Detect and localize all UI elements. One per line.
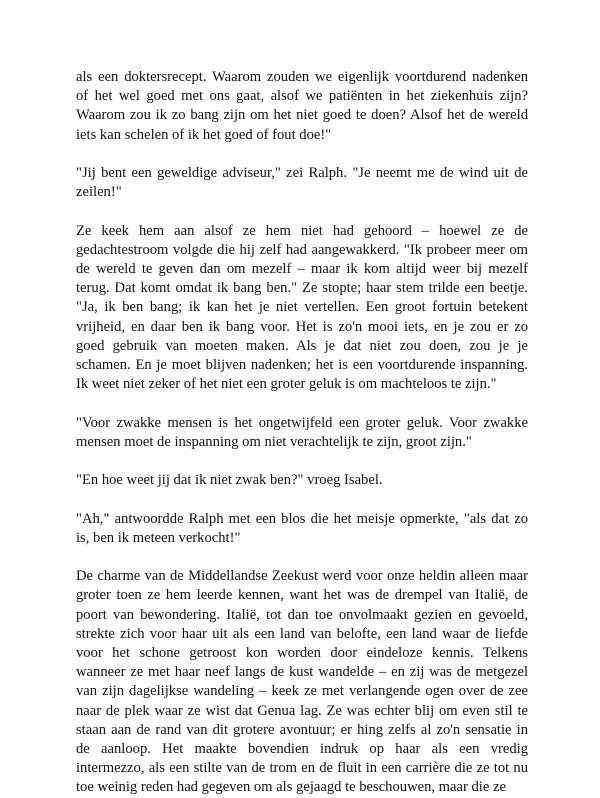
text-line: Waarom zou ik zo bang zijn om het niet goed te doen? Alsof het de wereld: [76, 107, 528, 124]
text-line: "Jij bent een geweldige adviseur," zei Ralph. "Je neemt me de wind uit de: [76, 165, 528, 181]
text-line: van zijn dagelijkse wandeling – keek ze met verlangende ogen over de zee: [76, 683, 528, 700]
text-line: voor het schone getroost kon worden door eindeloze kennis. Telkens: [76, 645, 528, 661]
paragraph: [76, 567, 528, 797]
text-line: strekte zich voor haar uit als een land van belofte, een land waar de liefde: [76, 625, 528, 642]
text-line: toe weinig reden had gegeven om als gejaagd te beschouwen, maar die ze: [76, 779, 506, 796]
paragraph: [76, 222, 528, 395]
text-line: zeilen!": [76, 184, 122, 201]
text-line: is, ben ik meteen verkocht!": [76, 529, 241, 546]
text-line: vrijheid, en daar ben ik bang voor. Het is zo'n mooi iets, en je zou er zo: [76, 318, 528, 335]
paragraph: [76, 414, 528, 452]
paragraph: [76, 510, 528, 548]
text-line: wanneer ze met haar neef langs de kust wandelde – en zij was de metgezel: [76, 664, 528, 681]
paragraph: [76, 68, 528, 145]
text-line: iets kan schelen of ik het goed of fout doe!": [76, 126, 332, 143]
text-line: "Voor zwakke mensen is het ongetwijfeld een groter geluk. Voor zwakke: [76, 414, 528, 431]
text-line: terug. Dat komt omdat ik bang ben." Ze stopte; haar stem trilde een beetje.: [76, 280, 528, 297]
text-line: De charme van de Middellandse Zeekust werd voor onze heldin alleen maar: [76, 568, 528, 585]
text-line: de aanloop. Het maakte bovendien indruk op haar als een vredig: [76, 741, 528, 758]
text-line: intermezzo, als een stilte van de trom en de fluit in een carrière die ze tot nu: [76, 760, 528, 777]
text-line: schamen. En je moet blijven nadenken; het is een voortdurende inspanning.: [76, 357, 528, 374]
text-line: als een doktersrecept. Waarom zouden we eigenlijk voortdurend nadenken: [76, 69, 528, 85]
paragraph: [76, 164, 528, 202]
text-line: staan aan de rand van dit grotere avontuur; er hing zelfs al zo'n sensatie in: [76, 721, 528, 738]
text-line: "En hoe weet jij dat ik niet zwak ben?" vroeg Isabel.: [76, 472, 383, 489]
text-line: groter toen ze hem leerde kennen, want het was de drempel van Italië, de: [76, 587, 528, 604]
text-line: "Ja, ik ben bang; ik kan het je niet vertellen. Een groot fortuin betekent: [76, 299, 528, 316]
text-line: "Ah," antwoordde Ralph met een blos die het meisje opmerkte, "als dat zo: [76, 510, 528, 527]
text-line: mensen moet de inspanning om niet verachtelijk te zijn, groot zijn.": [76, 433, 472, 450]
text-line: of het wel goed met ons gaat, alsof we patiënten in het ziekenhuis zijn?: [76, 88, 528, 105]
text-line: goed gebruik van moeten maken. Als je dat niet zou doen, zou je je: [76, 337, 528, 354]
text-line: Ze keek hem aan alsof ze hem niet had gehoord – hoewel ze de: [76, 222, 528, 239]
text-line: gedachtestroom volgde die hij zelf had aangewakkerd. "Ik probeer meer om: [76, 241, 528, 258]
text-line: Ik weet niet zeker of het niet een groter geluk is om machteloos te zijn.": [76, 376, 497, 393]
paragraph: [76, 471, 528, 490]
text-line: de wereld te geven dan om mezelf – maar ik kom altijd weer bij mezelf: [76, 261, 528, 277]
text-line: naar de plek waar ze wist dat Genua lag. Ze was echter blij om even stil te: [76, 702, 528, 719]
document-page: [76, 68, 528, 798]
text-line: poort van bewondering. Italië, tot dan toe onvolmaakt gezien en gevoeld,: [76, 606, 528, 623]
